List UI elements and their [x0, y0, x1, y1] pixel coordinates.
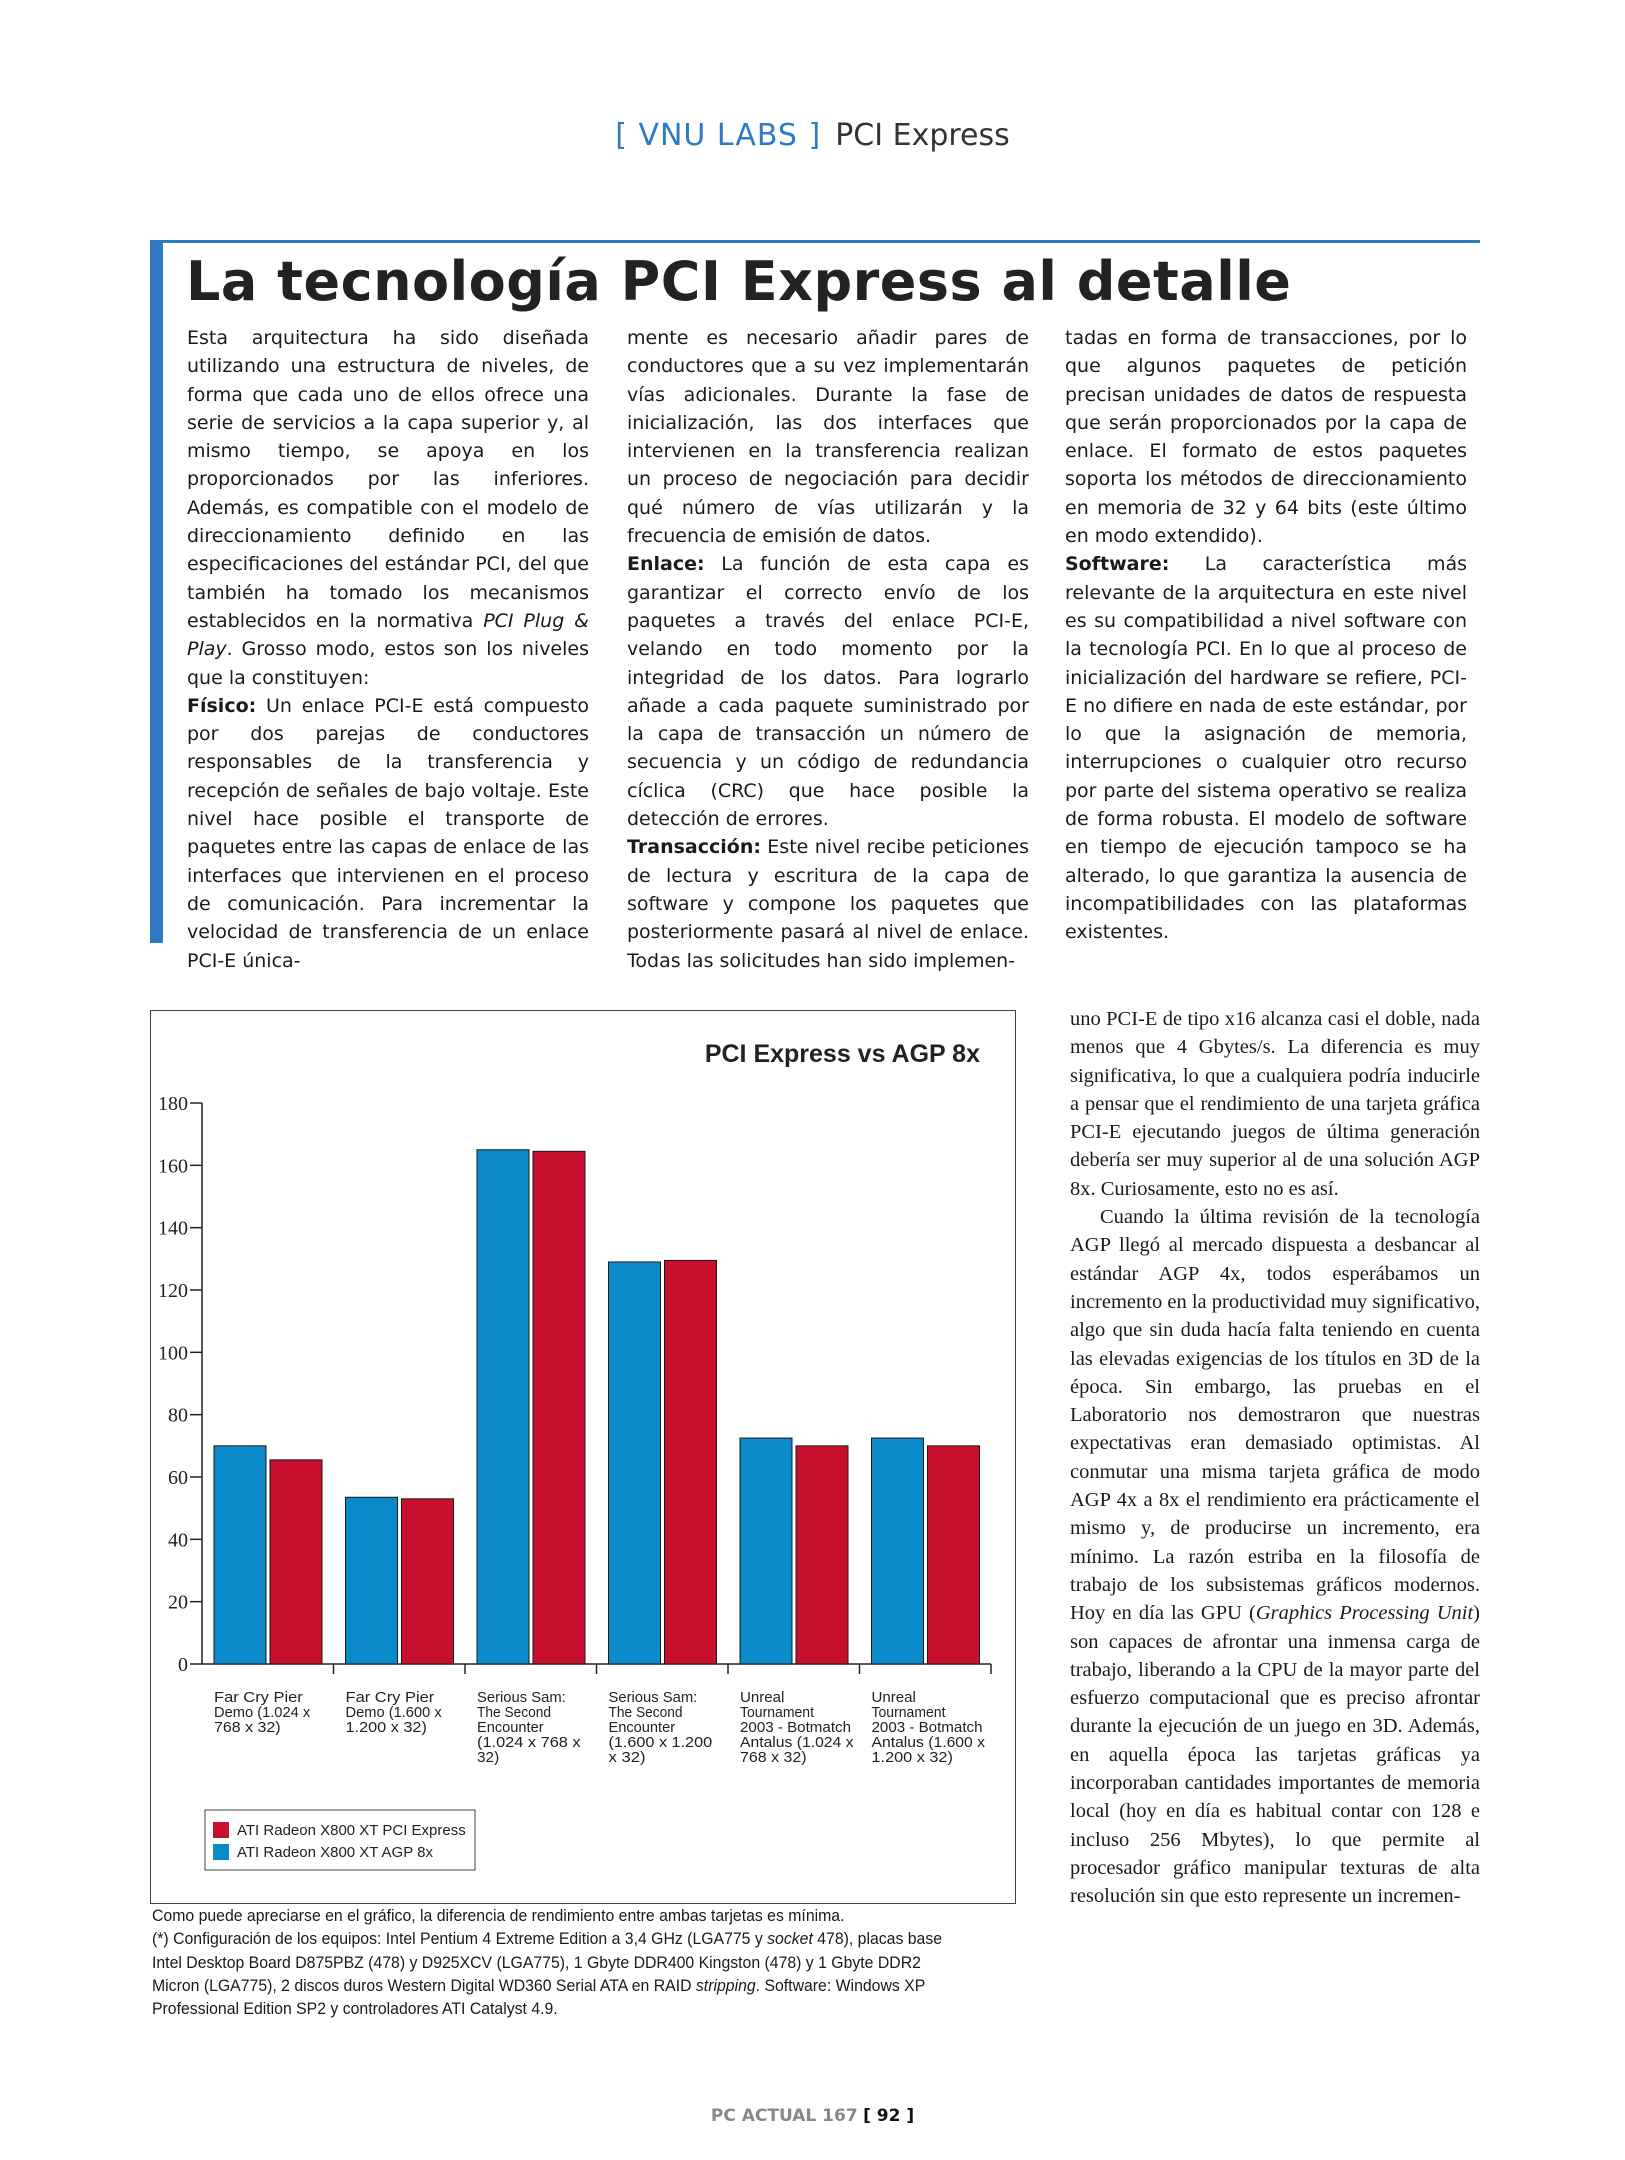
page-header — [0, 118, 1625, 153]
term-transaccion: Transacción: — [627, 836, 761, 859]
x-category-label: Tournament — [740, 1704, 815, 1721]
legend-label-agp8x: ATI Radeon X800 XT AGP 8x — [237, 1844, 433, 1861]
sidebar-accent-bar — [150, 240, 163, 943]
x-category-label: Encounter — [608, 1719, 676, 1736]
x-category-label: Far Cry Pier — [345, 1689, 435, 1706]
x-category-label: Far Cry Pier — [214, 1689, 303, 1706]
article-column-2 — [627, 324, 1029, 975]
paragraph-continuation: mente es necesario añadir pares de conductores que a su vez implementarán vías adicionales. Durante la fase de inicialización, las dos interfaces que intervienen en la transferencia realizan un proceso de negociación para decidir qué número de vías utilizarán y la frecuencia de emisión de datos. — [627, 327, 1029, 548]
legend-label-pci-express: ATI Radeon X800 XT PCI Express — [237, 1822, 466, 1839]
y-tick-label: 140 — [158, 1217, 188, 1240]
bar-agp8x — [609, 1262, 661, 1664]
x-category-label: (1.024 x 768 x — [477, 1734, 582, 1751]
legend-swatch-agp8x — [213, 1844, 229, 1860]
x-category-label: Encounter — [477, 1719, 544, 1736]
paragraph-bandwidth: uno PCI-E de tipo x16 alcanza casi el doble, nada menos que 4 Gbytes/s. La diferencia es muy significativa, lo que a cualquiera podría inducirle a pensar que el rendimiento de una tarjeta gráfica PCI-E ejecutando juegos de última generación debería ser muy superior al de una solución AGP 8x. Curiosamente, esto no es así. — [1070, 1008, 1480, 1200]
y-tick-label: 0 — [178, 1654, 188, 1676]
x-category-label: Antalus (1.024 x — [740, 1734, 855, 1751]
bar-agp8x — [872, 1438, 924, 1664]
x-category-label: Tournament — [871, 1704, 947, 1721]
bar-agp8x — [214, 1446, 266, 1664]
x-category-label: The Second — [477, 1704, 551, 1721]
y-tick-label: 180 — [158, 1093, 188, 1115]
x-category-label: (1.600 x 1.200 — [608, 1734, 713, 1751]
article-column-1 — [187, 324, 589, 975]
caption-config: (*) Configuración de los equipos: Intel Pentium 4 Extreme Edition a 3,4 GHz (LGA775 y socket 478), placas base Intel Desktop Board D875PBZ (478) y D925XCV (LGA775), 1 Gbyte DDR400 Kingston (478) y 1 Gbyte DDR2 Micron (LGA775), 2 discos duros Western Digital WD360 Serial ATA en RAID stripping. Software: Windows XP Professional Edition SP2 y controladores ATI Catalyst 4.9. — [152, 1929, 943, 2019]
y-tick-label: 80 — [168, 1404, 188, 1427]
section-label: [ VNU LABS ] — [615, 118, 822, 153]
bar-pci-express — [270, 1460, 322, 1664]
bar-pci-express — [665, 1260, 717, 1664]
article-column-3 — [1065, 324, 1467, 947]
x-category-label: The Second — [608, 1704, 683, 1721]
y-tick-label: 60 — [168, 1467, 188, 1489]
paragraph-intro: Esta arquitectura ha sido diseñada utilizando una estructura de niveles, de forma que cada uno de ellos ofrece una serie de servicios a la capa superior y, al mismo tiempo, se apoya en los proporcionados por las inferiores. Además, es compatible con el modelo de direccionamiento definido en las especificaciones del estándar PCI, del que también ha tomado los mecanismos establecidos en la normativa PCI Plug & Play. Grosso modo, estos son los niveles que la constituyen: — [187, 327, 589, 689]
term-enlace: Enlace: — [627, 553, 705, 576]
x-category-label: Unreal — [871, 1689, 916, 1706]
article-column-4 — [1070, 1005, 1480, 1911]
paragraph-fisico: Físico: Un enlace PCI-E está compuesto por dos parejas de conductores responsables de la transferencia y recepción de señales de bajo voltaje. Este nivel hace posible el transporte de paquetes entre las capas de enlace de las interfaces que intervienen en el proceso de comunicación. Para incrementar la velocidad de transferencia de un enlace PCI-E única- — [187, 694, 589, 972]
bar-agp8x — [740, 1438, 792, 1664]
paragraph-software: Software: La característica más relevante de la arquitectura en este nivel es su compatibilidad a nivel software con la tecnología PCI. En lo que al proceso de inicialización del hardware se refiere, PCI-E no difiere en nada de este estándar, por lo que la asignación de memoria, interrupciones o cualquier otro recurso por parte del sistema operativo se realiza de forma robusta. El modelo de software en tiempo de ejecución tampoco se ha alterado, lo que garantiza la ausencia de incompatibilidades con las plataformas existentes. — [1065, 553, 1467, 944]
x-category-label: Antalus (1.600 x — [871, 1734, 986, 1751]
bar-pci-express — [402, 1499, 454, 1664]
x-category-label: 1.200 x 32) — [345, 1719, 427, 1736]
section-topic: PCI Express — [835, 118, 1010, 153]
article-title: La tecnología PCI Express al detalle — [186, 250, 1292, 313]
x-category-label: Demo (1.600 x — [345, 1704, 443, 1721]
x-category-label: 1.200 x 32) — [871, 1749, 953, 1766]
y-tick-label: 120 — [158, 1280, 188, 1302]
x-category-label: 2003 - Botmatch — [871, 1719, 983, 1736]
chart-caption — [152, 1904, 957, 2020]
y-tick-label: 160 — [158, 1155, 188, 1178]
x-category-label: Demo (1.024 x — [214, 1704, 311, 1721]
page-footer — [0, 2106, 1625, 2126]
y-tick-label: 40 — [168, 1529, 188, 1552]
bar-agp8x — [346, 1497, 398, 1664]
paragraph-agp-history: Cuando la última revisión de la tecnología AGP llegó al mercado dispuesta a desbancar al estándar AGP 4x, todos esperábamos un incremento en la productividad muy significativo, algo que sin duda hacía falta teniendo en cuenta las elevadas exigencias de los títulos en 3D de la época. Sin embargo, las pruebas en el Laboratorio nos demostraron que nuestras expectativas eran demasiado optimistas. Al conmutar una misma tarjeta gráfica de modo AGP 4x a 8x el rendimiento era prácticamente el mismo y, de producirse un incremento, era mínimo. La razón estriba en la filosofía de trabajo de los subsistemas gráficos modernos. Hoy en día las GPU (Graphics Processing Unit) son capaces de afrontar una inmensa carga de trabajo, liberando a la CPU de la mayor parte del esfuerzo computacional que es preciso afrontar durante la ejecución de un juego en 3D. Además, en aquella época las tarjetas gráficas ya incorporaban cantidades importantes de memoria local (hoy en día es habitual contar con 128 e incluso 256 Mbytes), lo que permite al procesador gráfico manipular texturas de alta resolución sin que esto represente un incremen- — [1070, 1206, 1480, 1908]
magazine-issue: PC ACTUAL 167 — [710, 2106, 858, 2126]
title-rule — [150, 240, 1480, 243]
y-tick-label: 100 — [158, 1342, 188, 1365]
legend-swatch-pci-express — [213, 1822, 229, 1838]
bar-chart — [150, 1010, 1016, 1904]
x-category-label: Serious Sam: — [608, 1689, 698, 1706]
bar-pci-express — [928, 1446, 980, 1664]
bar-agp8x — [477, 1150, 529, 1664]
paragraph-enlace: Enlace: La función de esta capa es garantizar el correcto envío de los paquetes a través del enlace PCI-E, velando en todo momento por la integridad de los datos. Para lograrlo añade a cada paquete suministrado por la capa de transacción un número de secuencia y un código de redundancia cíclica (CRC) que hace posible la detección de errores. — [627, 553, 1029, 831]
x-category-label: 768 x 32) — [740, 1749, 807, 1766]
page-number: [ 92 ] — [863, 2106, 915, 2126]
x-category-label: x 32) — [608, 1749, 646, 1766]
y-tick-label: 20 — [168, 1591, 188, 1614]
x-category-label: 768 x 32) — [214, 1719, 281, 1736]
x-category-label: Serious Sam: — [477, 1689, 566, 1706]
term-software: Software: — [1065, 553, 1170, 576]
bar-pci-express — [533, 1151, 585, 1664]
x-category-label: Unreal — [740, 1689, 785, 1706]
x-category-label: 2003 - Botmatch — [740, 1719, 851, 1736]
x-category-label: 32) — [477, 1749, 500, 1766]
paragraph-continuation: tadas en forma de transacciones, por lo que algunos paquetes de petición precisan unidades de datos de respuesta que serán proporcionados por la capa de enlace. El formato de estos paquetes soporta los métodos de direccionamiento en memoria de 32 y 64 bits (este último en modo extendido). — [1065, 327, 1467, 548]
legend-box — [205, 1810, 475, 1870]
paragraph-transaccion: Transacción: Este nivel recibe peticiones de lectura y escritura de la capa de software y compone los paquetes que posteriormente pasará al nivel de enlace. Todas las solicitudes han sido implemen- — [627, 836, 1029, 972]
bar-pci-express — [796, 1446, 848, 1664]
term-fisico: Físico: — [187, 694, 257, 717]
caption-summary: Como puede apreciarse en el gráfico, la diferencia de rendimiento entre ambas tarjetas es mínima. — [152, 1906, 845, 1925]
chart-title: PCI Express vs AGP 8x — [704, 1040, 980, 1068]
